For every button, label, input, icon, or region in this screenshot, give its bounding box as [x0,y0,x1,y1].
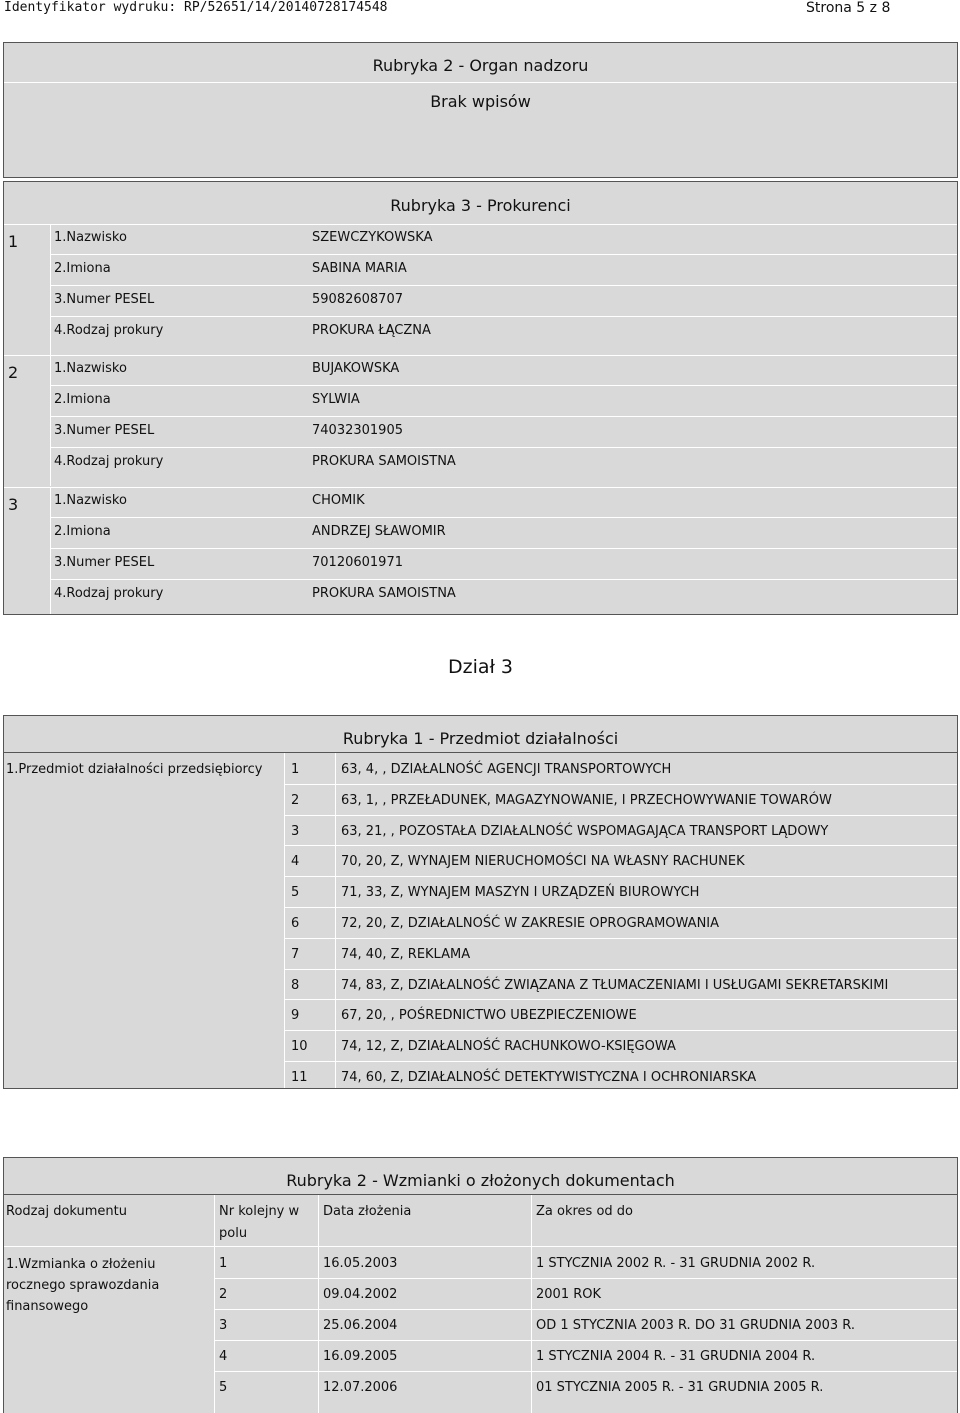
prokurent-field-value: SZEWCZYKOWSKA [312,230,433,245]
organ-nadzoru-status: Brak wpisów [430,92,531,111]
prokurenci-title: Rubryka 3 - Prokurenci [390,196,571,215]
separator [51,416,957,417]
separator [215,1371,957,1372]
separator [51,285,957,286]
wzmianka-period: 01 STYCZNIA 2005 R. - 31 GRUDNIA 2005 R. [536,1380,824,1395]
separator [215,1340,957,1341]
separator [285,845,957,846]
prokurent-field-label: 3.Numer PESEL [54,555,155,570]
wzmianka-number: 5 [219,1380,228,1395]
prokurent-number: 1 [8,232,19,251]
separator [51,254,957,255]
separator [285,815,957,816]
prokurent-number: 2 [8,363,19,382]
separator [50,355,51,486]
separator [285,999,957,1000]
przedmiot-item-text: 74, 60, Z, DZIAŁALNOŚĆ DETEKTYWISTYCZNA I OCHRONIARSKA [341,1070,757,1085]
separator [51,579,957,580]
prokurent-field-value: PROKURA SAMOISTNA [312,454,456,469]
separator [4,355,957,356]
page-number: Strona 5 z 8 [806,0,891,16]
prokurent-field-label: 4.Rodzaj prokury [54,323,164,338]
wzmianka-number: 3 [219,1318,228,1333]
header-okres: Za okres od do [536,1204,633,1219]
przedmiot-item-text: 63, 1, , PRZEŁADUNEK, MAGAZYNOWANIE, I PRZECHOWYWANIE TOWARÓW [341,793,832,808]
prokurent-field-value: SABINA MARIA [312,261,407,276]
przedmiot-item-text: 70, 20, Z, WYNAJEM NIERUCHOMOŚCI NA WŁASNY RACHUNEK [341,854,745,869]
organ-nadzoru-title: Rubryka 2 - Organ nadzoru [372,56,589,75]
separator [285,876,957,877]
separator [51,316,957,317]
prokurent-field-value: PROKURA SAMOISTNA [312,586,456,601]
prokurent-field-value: BUJAKOWSKA [312,361,400,376]
separator [284,753,285,1088]
wzmianka-date: 09.04.2002 [323,1287,398,1302]
przedmiot-item-text: 67, 20, , POŚREDNICTWO UBEZPIECZENIOWE [341,1008,637,1023]
prokurent-field-value: 59082608707 [312,292,403,307]
separator [214,1195,215,1413]
print-identifier: Identyfikator wydruku: RP/52651/14/20140728174548 [4,0,388,15]
wzmianka-period: 1 STYCZNIA 2004 R. - 31 GRUDNIA 2004 R. [536,1349,816,1364]
prokurent-field-label: 3.Numer PESEL [54,423,155,438]
separator [4,1246,957,1247]
przedmiot-title: Rubryka 1 - Przedmiot działalności [342,729,619,748]
header-polu: polu [219,1226,248,1241]
przedmiot-item-number: 6 [291,916,300,931]
wzmianka-period: 2001 ROK [536,1287,602,1302]
przedmiot-item-text: 74, 12, Z, DZIAŁALNOŚĆ RACHUNKOWO-KSIĘGOWA [341,1039,676,1054]
separator [51,548,957,549]
wzmianka-date: 25.06.2004 [323,1318,398,1333]
separator [285,1061,957,1062]
separator [215,1278,957,1279]
header-nr: Nr kolejny w [219,1204,300,1219]
przedmiot-item-number: 10 [291,1039,308,1054]
przedmiot-item-number: 11 [291,1070,308,1085]
prokurent-field-label: 4.Rodzaj prokury [54,586,164,601]
prokurent-field-label: 3.Numer PESEL [54,292,155,307]
prokurent-field-label: 1.Nazwisko [54,230,127,245]
prokurent-field-label: 2.Imiona [54,524,111,539]
prokurent-field-label: 4.Rodzaj prokury [54,454,164,469]
przedmiot-item-text: 71, 33, Z, WYNAJEM MASZYN I URZĄDZEŃ BIUROWYCH [341,885,700,900]
separator [318,1195,319,1413]
wzmianka-date: 16.09.2005 [323,1349,398,1364]
separator [285,969,957,970]
separator [335,753,336,1088]
separator [4,224,957,225]
header-data: Data złożenia [323,1204,412,1219]
separator [285,907,957,908]
wzmianki-title: Rubryka 2 - Wzmianki o złożonych dokumentach [286,1171,675,1190]
separator [285,784,957,785]
przedmiot-item-number: 3 [291,824,300,839]
przedmiot-item-number: 4 [291,854,300,869]
prokurent-field-label: 1.Nazwisko [54,493,127,508]
przedmiot-item-number: 7 [291,947,300,962]
przedmiot-item-number: 1 [291,762,300,777]
prokurent-field-label: 1.Nazwisko [54,361,127,376]
separator [50,224,51,355]
prokurent-field-value: PROKURA ŁĄCZNA [312,323,431,338]
wzmianka-period: OD 1 STYCZNIA 2003 R. DO 31 GRUDNIA 2003 R. [536,1318,856,1333]
przedmiot-item-text: 63, 21, , POZOSTAŁA DZIAŁALNOŚĆ WSPOMAGAJĄCA TRANSPORT LĄDOWY [341,824,829,839]
prokurent-field-value: SYLWIA [312,392,360,407]
prokurent-field-value: 70120601971 [312,555,403,570]
wzmianka-date: 12.07.2006 [323,1380,398,1395]
dzial-title: Dział 3 [447,656,514,678]
przedmiot-item-number: 9 [291,1008,300,1023]
prokurent-field-value: 74032301905 [312,423,403,438]
przedmiot-item-text: 63, 4, , DZIAŁALNOŚĆ AGENCJI TRANSPORTOWYCH [341,762,672,777]
prokurenci-box [3,181,958,615]
przedmiot-item-text: 72, 20, Z, DZIAŁALNOŚĆ W ZAKRESIE OPROGRAMOWANIA [341,916,720,931]
separator [531,1195,532,1413]
przedmiot-row-label: 1.Przedmiot działalności przedsiębiorcy [6,762,263,777]
wzmianka-label-line2: rocznego sprawozdania [6,1278,160,1293]
separator [215,1309,957,1310]
separator [285,938,957,939]
przedmiot-item-number: 5 [291,885,300,900]
przedmiot-item-text: 74, 83, Z, DZIAŁALNOŚĆ ZWIĄZANA Z TŁUMACZENIAMI I USŁUGAMI SEKRETARSKIMI [341,978,889,993]
wzmianka-period: 1 STYCZNIA 2002 R. - 31 GRUDNIA 2002 R. [536,1256,816,1271]
wzmianka-label-line3: finansowego [6,1299,89,1314]
prokurent-field-value: ANDRZEJ SŁAWOMIR [312,524,446,539]
separator [4,487,957,488]
separator [51,447,957,448]
separator [50,487,51,614]
wzmianka-number: 1 [219,1256,228,1271]
separator [51,385,957,386]
prokurent-field-value: CHOMIK [312,493,365,508]
wzmianka-number: 2 [219,1287,228,1302]
wzmianka-number: 4 [219,1349,228,1364]
przedmiot-item-text: 74, 40, Z, REKLAMA [341,947,471,962]
separator [51,517,957,518]
przedmiot-item-number: 2 [291,793,300,808]
wzmianka-date: 16.05.2003 [323,1256,398,1271]
prokurent-number: 3 [8,495,19,514]
prokurent-field-label: 2.Imiona [54,261,111,276]
prokurent-field-label: 2.Imiona [54,392,111,407]
wzmianka-label-line1: 1.Wzmianka o złożeniu [6,1257,156,1272]
header-rodzaj: Rodzaj dokumentu [6,1204,127,1219]
separator [285,1030,957,1031]
przedmiot-item-number: 8 [291,978,300,993]
